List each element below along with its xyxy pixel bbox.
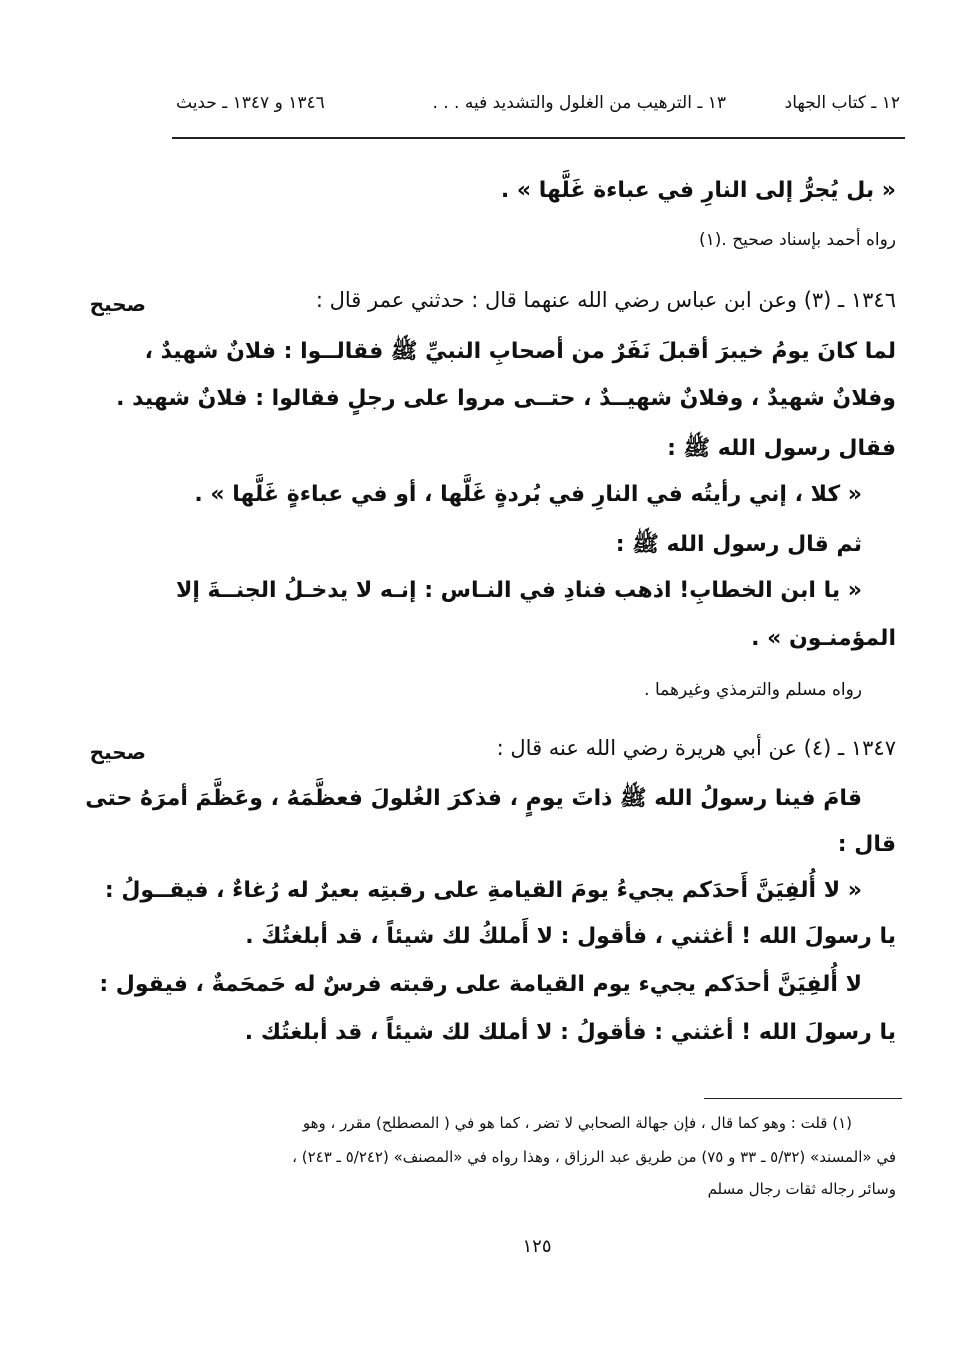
hadith-1347-line-1: قامَ فينا رسولُ الله ﷺ ذاتَ يومٍ ، فذكرَ الغُلولَ فعظَّمَهُ ، وعَظَّمَ أمرَهُ حتى bbox=[85, 786, 862, 811]
hadith-1346-source: رواه مسلم والترمذي وغيرهما . bbox=[644, 680, 862, 700]
hadith-1347-line-3: « لا أُلفِيَنَّ أَحدَكم يجيءُ يومَ القيامةِ على رقبتِه بعيرٌ له رُغاءٌ ، فيقــولُ : bbox=[104, 878, 862, 903]
hadith-1346-line-3: فقال رسول الله ﷺ : bbox=[667, 436, 896, 461]
hadith-1346-line-6: « يا ابن الخطابِ! اذهب فنادِ في النـاس : إنـه لا يدخـلُ الجنــةَ إلا bbox=[175, 578, 862, 603]
hadith-1347-line-5: لا أُلفِيَنَّ أحدَكم يجيء يوم القيامة على رقبته فرسٌ له حَمحَمةٌ ، فيقول : bbox=[99, 972, 862, 997]
footnote-line-1: (١) قلت : وهو كما قال ، فإن جهالة الصحابي لا تضر ، كما هو في ( المصطلح) مقرر ، وهو bbox=[302, 1114, 852, 1132]
body-line-2: رواه أحمد بإسناد صحيح .(١) bbox=[698, 230, 896, 250]
page-number: ١٢٥ bbox=[522, 1236, 552, 1257]
hadith-1346-grade: صحيح bbox=[89, 292, 146, 316]
hadith-1347-line-4: يا رسولَ الله ! أغثني ، فأقول : لا أَملكُ لك شيئاً ، قد أبلغتُكَ . bbox=[245, 924, 896, 949]
header-divider bbox=[172, 137, 905, 139]
footnote-line-3: وسائر رجاله ثقات رجال مسلم bbox=[707, 1180, 896, 1198]
hadith-1346-intro: ١٣٤٦ ـ (٣) وعن ابن عباس رضي الله عنهما قال : حدثني عمر قال : bbox=[315, 288, 896, 312]
hadith-1347-grade: صحيح bbox=[89, 740, 146, 764]
footnote-divider bbox=[704, 1098, 902, 1099]
footnote-line-2: في «المسند» (٥/٣٢ ـ ٣٣ و ٧٥) من طريق عبد الرزاق ، وهذا رواه في «المصنف» (٥/٢٤٢ ـ ٢٤٣) ، bbox=[292, 1148, 896, 1166]
header-hadith-range: ١٣٤٦ و ١٣٤٧ ـ حديث bbox=[176, 93, 325, 113]
header-book-chapter: ١٢ ـ كتاب الجهاد bbox=[784, 93, 900, 113]
header-section-title: ١٣ ـ الترهيب من الغلول والتشديد فيه . . . bbox=[432, 93, 726, 113]
body-line-1: « بل يُجرُّ إلى النارِ في عباءة غَلَّها » . bbox=[500, 178, 896, 203]
hadith-1346-line-2: وفلانٌ شهيدٌ ، وفلانٌ شهيــدٌ ، حتــى مروا على رجلٍ فقالوا : فلانٌ شهيد . bbox=[116, 386, 896, 411]
hadith-1346-line-7: المؤمنـون » . bbox=[751, 626, 896, 651]
hadith-1347-line-6: يا رسولَ الله ! أغثني : فأقولُ : لا أملك لك شيئاً ، قد أبلغتُك . bbox=[244, 1020, 896, 1045]
hadith-1346-line-5: ثم قال رسول الله ﷺ : bbox=[615, 532, 862, 557]
hadith-1347-intro: ١٣٤٧ ـ (٤) عن أبي هريرة رضي الله عنه قال : bbox=[496, 736, 896, 760]
hadith-1347-line-2: قال : bbox=[837, 832, 896, 857]
hadith-1346-line-4: « كلا ، إني رأيتُه في النارِ في بُردةٍ غَلَّها ، أو في عباءةٍ غَلَّها » . bbox=[194, 482, 862, 507]
hadith-1346-line-1: لما كانَ يومُ خيبرَ أقبلَ نَفَرٌ من أصحابِ النبيِّ ﷺ فقالــوا : فلانٌ شهيدٌ ، bbox=[144, 339, 896, 364]
